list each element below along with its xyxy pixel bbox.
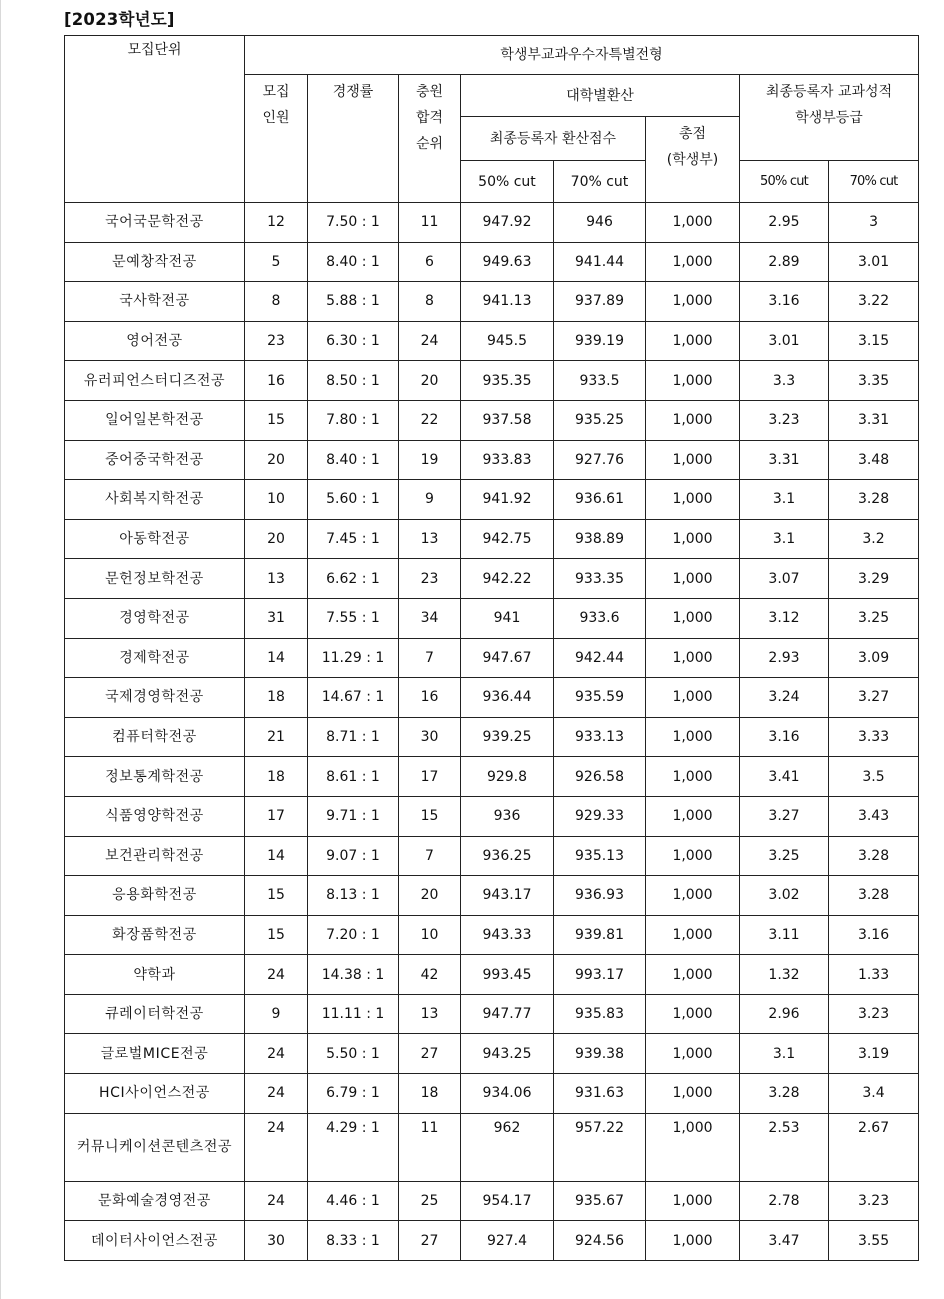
cell-grade-70-cut: 3.16 [829,915,919,955]
cell-total-score: 1,000 [646,1113,740,1181]
cell-department: 국사학전공 [65,282,245,322]
cell-grade-50-cut: 2.96 [740,994,829,1034]
cell-competition-rate: 7.80 : 1 [308,400,399,440]
cell-competition-rate: 14.38 : 1 [308,955,399,995]
cell-waitlist-rank: 16 [399,678,461,718]
cell-score-50-cut: 927.4 [461,1221,554,1261]
cell-total-score: 1,000 [646,796,740,836]
table-row [65,598,919,638]
cell-grade-50-cut: 3.16 [740,717,829,757]
cell-quota: 16 [245,361,308,401]
header-university-conversion: 대학별환산 [461,75,740,117]
cell-score-50-cut: 933.83 [461,440,554,480]
cell-grade-70-cut: 3.29 [829,559,919,599]
cell-score-70-cut: 939.81 [554,915,646,955]
cell-total-score: 1,000 [646,242,740,282]
cell-grade-70-cut: 3.48 [829,440,919,480]
cell-score-50-cut: 954.17 [461,1181,554,1221]
cell-waitlist-rank: 11 [399,1113,461,1181]
cell-waitlist-rank: 9 [399,480,461,520]
cell-waitlist-rank: 24 [399,321,461,361]
cell-grade-70-cut: 3.28 [829,836,919,876]
cell-score-70-cut: 931.63 [554,1074,646,1114]
cell-grade-70-cut: 3.22 [829,282,919,322]
table-row [65,480,919,520]
cell-quota: 24 [245,955,308,995]
table-row [65,1221,919,1261]
cell-score-70-cut: 938.89 [554,519,646,559]
cell-quota: 23 [245,321,308,361]
cell-score-50-cut: 941.92 [461,480,554,520]
cell-competition-rate: 9.71 : 1 [308,796,399,836]
cell-grade-70-cut: 3.28 [829,876,919,916]
cell-total-score: 1,000 [646,955,740,995]
cell-waitlist-rank: 10 [399,915,461,955]
cell-department: 문헌정보학전공 [65,559,245,599]
cell-waitlist-rank: 23 [399,559,461,599]
cell-quota: 12 [245,203,308,243]
cell-score-70-cut: 935.59 [554,678,646,718]
cell-score-70-cut: 933.6 [554,598,646,638]
cell-waitlist-rank: 20 [399,361,461,401]
cell-grade-50-cut: 3.12 [740,598,829,638]
cell-score-70-cut: 936.61 [554,480,646,520]
cell-total-score: 1,000 [646,203,740,243]
cell-grade-50-cut: 3.11 [740,915,829,955]
cell-waitlist-rank: 7 [399,836,461,876]
cell-score-50-cut: 941.13 [461,282,554,322]
cell-score-50-cut: 936 [461,796,554,836]
header-final-grade: 최종등록자 교과성적 학생부등급 [740,75,919,161]
cell-grade-50-cut: 2.78 [740,1181,829,1221]
cell-grade-50-cut: 3.27 [740,796,829,836]
cell-grade-50-cut: 3.02 [740,876,829,916]
cell-total-score: 1,000 [646,638,740,678]
cell-score-50-cut: 962 [461,1113,554,1181]
cell-department: 일어일본학전공 [65,400,245,440]
cell-competition-rate: 8.71 : 1 [308,717,399,757]
cell-department: 문화예술경영전공 [65,1181,245,1221]
cell-total-score: 1,000 [646,994,740,1034]
cell-waitlist-rank: 34 [399,598,461,638]
cell-score-50-cut: 936.44 [461,678,554,718]
cell-department: HCI사이언스전공 [65,1074,245,1114]
cell-grade-50-cut: 3.1 [740,519,829,559]
cell-competition-rate: 7.50 : 1 [308,203,399,243]
cell-score-70-cut: 927.76 [554,440,646,480]
cell-department: 정보통계학전공 [65,757,245,797]
cell-total-score: 1,000 [646,678,740,718]
cell-quota: 21 [245,717,308,757]
cell-department: 데이터사이언스전공 [65,1221,245,1261]
cell-competition-rate: 8.61 : 1 [308,757,399,797]
header-program: 학생부교과우수자특별전형 [245,36,919,75]
cell-grade-70-cut: 3.09 [829,638,919,678]
cell-score-50-cut: 941 [461,598,554,638]
table-row [65,440,919,480]
cell-total-score: 1,000 [646,282,740,322]
cell-quota: 20 [245,440,308,480]
cell-competition-rate: 7.55 : 1 [308,598,399,638]
cell-grade-50-cut: 3.23 [740,400,829,440]
cell-score-50-cut: 945.5 [461,321,554,361]
table-row [65,1181,919,1221]
cell-grade-70-cut: 3.2 [829,519,919,559]
cell-competition-rate: 9.07 : 1 [308,836,399,876]
cell-score-70-cut: 933.13 [554,717,646,757]
cell-waitlist-rank: 42 [399,955,461,995]
cell-quota: 5 [245,242,308,282]
cell-department: 식품영양학전공 [65,796,245,836]
table-row [65,321,919,361]
cell-score-70-cut: 933.35 [554,559,646,599]
cell-score-50-cut: 947.77 [461,994,554,1034]
cell-grade-70-cut: 3.31 [829,400,919,440]
cell-score-70-cut: 933.5 [554,361,646,401]
cell-waitlist-rank: 27 [399,1221,461,1261]
cell-score-50-cut: 942.75 [461,519,554,559]
cell-score-70-cut: 939.38 [554,1034,646,1074]
cell-competition-rate: 6.79 : 1 [308,1074,399,1114]
cell-quota: 24 [245,1034,308,1074]
cell-quota: 20 [245,519,308,559]
page-left-edge [0,0,1,1299]
cell-score-70-cut: 935.13 [554,836,646,876]
cell-competition-rate: 6.62 : 1 [308,559,399,599]
admissions-table [64,35,919,1261]
cell-waitlist-rank: 8 [399,282,461,322]
cell-department: 문예창작전공 [65,242,245,282]
cell-department: 중어중국학전공 [65,440,245,480]
cell-grade-70-cut: 3.28 [829,480,919,520]
cell-quota: 15 [245,915,308,955]
cell-grade-50-cut: 3.16 [740,282,829,322]
header-unit: 모집단위 [65,36,245,203]
cell-total-score: 1,000 [646,1034,740,1074]
cell-grade-50-cut: 3.41 [740,757,829,797]
header-grade-70-cut: 70% cut [829,161,919,203]
cell-quota: 31 [245,598,308,638]
cell-department: 약학과 [65,955,245,995]
cell-score-50-cut: 939.25 [461,717,554,757]
cell-grade-70-cut: 1.33 [829,955,919,995]
cell-total-score: 1,000 [646,1181,740,1221]
cell-grade-70-cut: 3.23 [829,1181,919,1221]
cell-department: 컴퓨터학전공 [65,717,245,757]
cell-grade-50-cut: 3.47 [740,1221,829,1261]
cell-quota: 14 [245,836,308,876]
cell-grade-50-cut: 3.07 [740,559,829,599]
cell-grade-70-cut: 2.67 [829,1113,919,1181]
cell-grade-70-cut: 3.35 [829,361,919,401]
cell-total-score: 1,000 [646,1221,740,1261]
header-final-registrant-score: 최종등록자 환산점수 [461,117,646,161]
cell-grade-50-cut: 3.3 [740,361,829,401]
table-row [65,717,919,757]
table-row [65,876,919,916]
table-row [65,955,919,995]
cell-department: 경제학전공 [65,638,245,678]
cell-score-70-cut: 935.67 [554,1181,646,1221]
table-row [65,638,919,678]
table-row [65,678,919,718]
cell-grade-50-cut: 1.32 [740,955,829,995]
cell-quota: 24 [245,1181,308,1221]
cell-score-50-cut: 929.8 [461,757,554,797]
cell-grade-50-cut: 2.95 [740,203,829,243]
cell-score-70-cut: 939.19 [554,321,646,361]
cell-score-70-cut: 924.56 [554,1221,646,1261]
cell-competition-rate: 14.67 : 1 [308,678,399,718]
cell-waitlist-rank: 11 [399,203,461,243]
cell-department: 커뮤니케이션콘텐츠전공 [65,1113,245,1181]
table-row [65,519,919,559]
cell-grade-70-cut: 3.25 [829,598,919,638]
cell-waitlist-rank: 17 [399,757,461,797]
cell-score-50-cut: 947.92 [461,203,554,243]
cell-waitlist-rank: 30 [399,717,461,757]
cell-grade-70-cut: 3.19 [829,1034,919,1074]
cell-score-50-cut: 949.63 [461,242,554,282]
cell-waitlist-rank: 18 [399,1074,461,1114]
cell-score-70-cut: 993.17 [554,955,646,995]
cell-total-score: 1,000 [646,876,740,916]
cell-competition-rate: 11.29 : 1 [308,638,399,678]
cell-department: 사회복지학전공 [65,480,245,520]
table-row [65,1074,919,1114]
cell-competition-rate: 7.20 : 1 [308,915,399,955]
cell-competition-rate: 8.33 : 1 [308,1221,399,1261]
cell-total-score: 1,000 [646,361,740,401]
cell-waitlist-rank: 6 [399,242,461,282]
cell-department: 글로벌MICE전공 [65,1034,245,1074]
cell-score-70-cut: 957.22 [554,1113,646,1181]
header-grade-50-cut: 50% cut [740,161,829,203]
cell-quota: 14 [245,638,308,678]
cell-competition-rate: 5.88 : 1 [308,282,399,322]
cell-department: 유러피언스터디즈전공 [65,361,245,401]
cell-grade-50-cut: 3.01 [740,321,829,361]
cell-total-score: 1,000 [646,321,740,361]
cell-quota: 18 [245,757,308,797]
table-row [65,400,919,440]
cell-competition-rate: 4.29 : 1 [308,1113,399,1181]
cell-grade-50-cut: 3.25 [740,836,829,876]
table-row [65,994,919,1034]
cell-score-50-cut: 947.67 [461,638,554,678]
cell-total-score: 1,000 [646,598,740,638]
cell-total-score: 1,000 [646,915,740,955]
cell-total-score: 1,000 [646,757,740,797]
cell-score-70-cut: 935.25 [554,400,646,440]
cell-grade-70-cut: 3.23 [829,994,919,1034]
cell-department: 영어전공 [65,321,245,361]
cell-quota: 30 [245,1221,308,1261]
header-score-50-cut: 50% cut [461,161,554,203]
cell-grade-50-cut: 3.1 [740,1034,829,1074]
cell-score-50-cut: 936.25 [461,836,554,876]
cell-total-score: 1,000 [646,440,740,480]
cell-waitlist-rank: 15 [399,796,461,836]
cell-quota: 10 [245,480,308,520]
cell-quota: 15 [245,400,308,440]
cell-quota: 18 [245,678,308,718]
cell-score-50-cut: 943.25 [461,1034,554,1074]
table-row [65,282,919,322]
cell-competition-rate: 8.50 : 1 [308,361,399,401]
cell-department: 국어국문학전공 [65,203,245,243]
cell-total-score: 1,000 [646,1074,740,1114]
cell-competition-rate: 7.45 : 1 [308,519,399,559]
table-row [65,915,919,955]
table-row [65,757,919,797]
cell-grade-50-cut: 2.89 [740,242,829,282]
cell-department: 큐레이터학전공 [65,994,245,1034]
cell-quota: 8 [245,282,308,322]
cell-department: 화장품학전공 [65,915,245,955]
cell-total-score: 1,000 [646,400,740,440]
cell-competition-rate: 6.30 : 1 [308,321,399,361]
table-row [65,796,919,836]
cell-grade-70-cut: 3.01 [829,242,919,282]
cell-waitlist-rank: 22 [399,400,461,440]
table-row [65,361,919,401]
cell-grade-70-cut: 3.55 [829,1221,919,1261]
cell-grade-50-cut: 2.93 [740,638,829,678]
cell-quota: 13 [245,559,308,599]
header-total: 총점 (학생부) [646,117,740,203]
cell-score-50-cut: 942.22 [461,559,554,599]
cell-department: 응용화학전공 [65,876,245,916]
cell-grade-70-cut: 3.5 [829,757,919,797]
cell-score-70-cut: 941.44 [554,242,646,282]
cell-total-score: 1,000 [646,519,740,559]
cell-grade-70-cut: 3.4 [829,1074,919,1114]
header-competition: 경쟁률 [308,75,399,203]
cell-waitlist-rank: 20 [399,876,461,916]
cell-total-score: 1,000 [646,559,740,599]
cell-waitlist-rank: 13 [399,994,461,1034]
cell-grade-50-cut: 3.31 [740,440,829,480]
cell-total-score: 1,000 [646,836,740,876]
table-row [65,203,919,243]
cell-quota: 24 [245,1113,308,1181]
cell-grade-70-cut: 3.15 [829,321,919,361]
cell-score-70-cut: 936.93 [554,876,646,916]
cell-score-50-cut: 943.17 [461,876,554,916]
header-waitlist: 충원 합격 순위 [399,75,461,203]
header-quota: 모집 인원 [245,75,308,203]
cell-quota: 17 [245,796,308,836]
cell-waitlist-rank: 19 [399,440,461,480]
cell-grade-70-cut: 3 [829,203,919,243]
header-score-70-cut: 70% cut [554,161,646,203]
cell-score-50-cut: 993.45 [461,955,554,995]
cell-total-score: 1,000 [646,480,740,520]
cell-score-50-cut: 943.33 [461,915,554,955]
cell-department: 국제경영학전공 [65,678,245,718]
cell-quota: 24 [245,1074,308,1114]
cell-score-50-cut: 935.35 [461,361,554,401]
cell-grade-70-cut: 3.27 [829,678,919,718]
cell-competition-rate: 4.46 : 1 [308,1181,399,1221]
cell-waitlist-rank: 25 [399,1181,461,1221]
cell-department: 보건관리학전공 [65,836,245,876]
page-title: [2023학년도] [64,10,175,29]
cell-score-70-cut: 926.58 [554,757,646,797]
cell-quota: 9 [245,994,308,1034]
cell-competition-rate: 8.40 : 1 [308,242,399,282]
cell-waitlist-rank: 7 [399,638,461,678]
table-row [65,242,919,282]
table-row [65,836,919,876]
cell-total-score: 1,000 [646,717,740,757]
cell-quota: 15 [245,876,308,916]
cell-department: 경영학전공 [65,598,245,638]
cell-grade-50-cut: 3.28 [740,1074,829,1114]
cell-grade-70-cut: 3.43 [829,796,919,836]
cell-grade-70-cut: 3.33 [829,717,919,757]
cell-waitlist-rank: 27 [399,1034,461,1074]
cell-waitlist-rank: 13 [399,519,461,559]
cell-grade-50-cut: 2.53 [740,1113,829,1181]
cell-competition-rate: 11.11 : 1 [308,994,399,1034]
cell-grade-50-cut: 3.24 [740,678,829,718]
cell-department: 아동학전공 [65,519,245,559]
cell-competition-rate: 5.50 : 1 [308,1034,399,1074]
cell-score-70-cut: 937.89 [554,282,646,322]
cell-competition-rate: 8.13 : 1 [308,876,399,916]
table-row [65,1034,919,1074]
cell-score-70-cut: 942.44 [554,638,646,678]
cell-score-50-cut: 934.06 [461,1074,554,1114]
cell-score-70-cut: 935.83 [554,994,646,1034]
cell-grade-50-cut: 3.1 [740,480,829,520]
cell-competition-rate: 8.40 : 1 [308,440,399,480]
table-row [65,559,919,599]
cell-score-70-cut: 929.33 [554,796,646,836]
table-row [65,1113,919,1181]
cell-score-70-cut: 946 [554,203,646,243]
cell-competition-rate: 5.60 : 1 [308,480,399,520]
cell-score-50-cut: 937.58 [461,400,554,440]
